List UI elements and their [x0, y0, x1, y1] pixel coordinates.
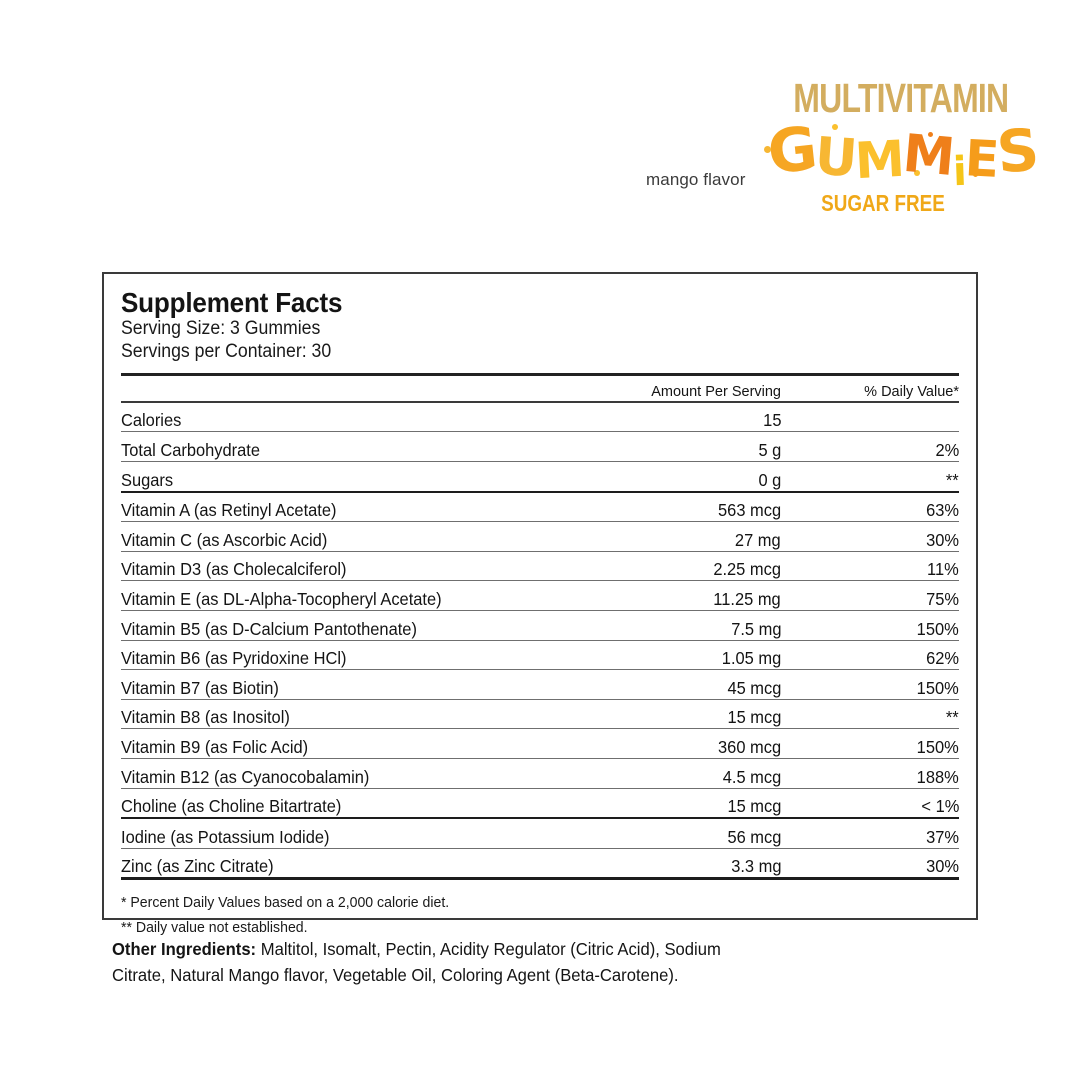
header-daily-value: % Daily Value*: [781, 376, 959, 402]
nutrient-name: Vitamin E (as DL-Alpha-Tocopheryl Acetate): [121, 581, 535, 611]
nutrient-name: Vitamin B7 (as Biotin): [121, 670, 535, 700]
nutrient-amount: 45 mcg: [535, 670, 781, 700]
nutrient-amount: 27 mg: [535, 522, 781, 552]
nutrient-name: Vitamin B9 (as Folic Acid): [121, 729, 535, 759]
header-blank: [121, 376, 535, 402]
table-row: [121, 670, 959, 700]
brand-sugar-free-text: SUGAR FREE: [821, 189, 945, 216]
nutrient-daily-value: 11%: [781, 551, 959, 581]
nutrition-table: [121, 376, 959, 881]
servings-per-container-text: Servings per Container: 30: [121, 341, 332, 363]
header-amount-per-serving: Amount Per Serving: [535, 376, 781, 402]
gummies-letter: G: [764, 113, 821, 189]
nutrient-daily-value: 30%: [781, 848, 959, 879]
gummies-letter: S: [993, 115, 1042, 187]
table-row: [121, 522, 959, 552]
nutrient-name: Total Carbohydrate: [121, 432, 535, 462]
nutrient-name: Vitamin B6 (as Pyridoxine HCl): [121, 640, 535, 670]
nutrient-name: Vitamin B5 (as D-Calcium Pantothenate): [121, 610, 535, 640]
nutrient-amount: 11.25 mg: [535, 581, 781, 611]
supplement-facts-panel: [102, 272, 978, 936]
table-row: [121, 462, 959, 492]
gummies-letter: M: [854, 129, 907, 190]
nutrient-daily-value: **: [781, 462, 959, 492]
gummies-letter: E: [963, 128, 1001, 189]
nutrient-daily-value: 30%: [781, 522, 959, 552]
table-row: [121, 551, 959, 581]
gummies-letter: M: [900, 123, 958, 188]
table-row: [121, 492, 959, 522]
nutrient-amount: 15 mcg: [535, 788, 781, 818]
nutrient-name: Vitamin D3 (as Cholecalciferol): [121, 551, 535, 581]
other-ingredients-label: Other Ingredients:: [112, 939, 257, 959]
table-row: [121, 402, 959, 432]
gummies-letter: i: [952, 148, 968, 195]
nutrient-daily-value: 150%: [781, 729, 959, 759]
nutrient-name: Vitamin B12 (as Cyanocobalamin): [121, 758, 535, 788]
page-title: Supplement Facts: [121, 287, 343, 318]
footnotes: [121, 891, 959, 940]
nutrient-amount: 0 g: [535, 462, 781, 492]
nutrient-amount: 1.05 mg: [535, 640, 781, 670]
nutrient-amount: 5 g: [535, 432, 781, 462]
nutrient-daily-value: 2%: [781, 432, 959, 462]
table-row: [121, 581, 959, 611]
nutrient-amount: 4.5 mcg: [535, 758, 781, 788]
nutrient-name: Vitamin C (as Ascorbic Acid): [121, 522, 535, 552]
nutrient-daily-value: 150%: [781, 610, 959, 640]
nutrient-amount: 360 mcg: [535, 729, 781, 759]
nutrient-amount: 3.3 mg: [535, 848, 781, 879]
nutrient-daily-value: 150%: [781, 670, 959, 700]
nutrient-amount: 563 mcg: [535, 492, 781, 522]
nutrient-amount: 7.5 mg: [535, 610, 781, 640]
serving-size-text: Serving Size: 3 Gummies: [121, 318, 321, 340]
brand-gummies-wordmark: [764, 113, 1042, 195]
nutrient-name: Choline (as Choline Bitartrate): [121, 788, 535, 818]
table-row: [121, 640, 959, 670]
table-row: [121, 788, 959, 818]
nutrient-daily-value: 75%: [781, 581, 959, 611]
table-row: [121, 848, 959, 879]
nutrient-name: Iodine (as Potassium Iodide): [121, 818, 535, 848]
brand-multivitamin-text: MULTIVITAMIN: [793, 75, 1009, 121]
nutrient-amount: 15 mcg: [535, 699, 781, 729]
nutrient-daily-value: 37%: [781, 818, 959, 848]
table-row: [121, 729, 959, 759]
nutrient-name: Zinc (as Zinc Citrate): [121, 848, 535, 879]
nutrient-name: Vitamin B8 (as Inositol): [121, 699, 535, 729]
table-header-row: [121, 376, 959, 402]
footnote-not-established: ** Daily value not established.: [121, 918, 308, 936]
gummies-letter: U: [813, 126, 860, 190]
footnote-daily-values: * Percent Daily Values based on a 2,000 calorie diet.: [121, 894, 450, 912]
nutrient-daily-value: **: [781, 699, 959, 729]
other-ingredients: [112, 936, 812, 989]
nutrient-daily-value: 63%: [781, 492, 959, 522]
table-row: [121, 758, 959, 788]
nutrient-daily-value: 62%: [781, 640, 959, 670]
nutrient-daily-value: 188%: [781, 758, 959, 788]
brand-gummies-letters: [764, 113, 1042, 195]
nutrient-name: Sugars: [121, 462, 535, 492]
flavor-label: mango flavor: [646, 170, 746, 189]
table-row: [121, 699, 959, 729]
table-row: [121, 610, 959, 640]
nutrient-name: Calories: [121, 402, 535, 432]
nutrient-amount: 15: [535, 402, 781, 432]
nutrient-amount: 2.25 mcg: [535, 551, 781, 581]
nutrient-amount: 56 mcg: [535, 818, 781, 848]
brand-logo: [764, 75, 1042, 217]
nutrient-name: Vitamin A (as Retinyl Acetate): [121, 492, 535, 522]
nutrient-daily-value: < 1%: [781, 788, 959, 818]
other-ingredients-text: Maltitol, Isomalt, Pectin, Acidity Regulator (Citric Acid), Sodium Citrate, Natural Mango flavor, Vegetable Oil, Coloring Agent (Beta-Carotene).: [112, 939, 721, 986]
nutrient-daily-value: [781, 402, 959, 432]
table-row: [121, 818, 959, 848]
table-row: [121, 432, 959, 462]
